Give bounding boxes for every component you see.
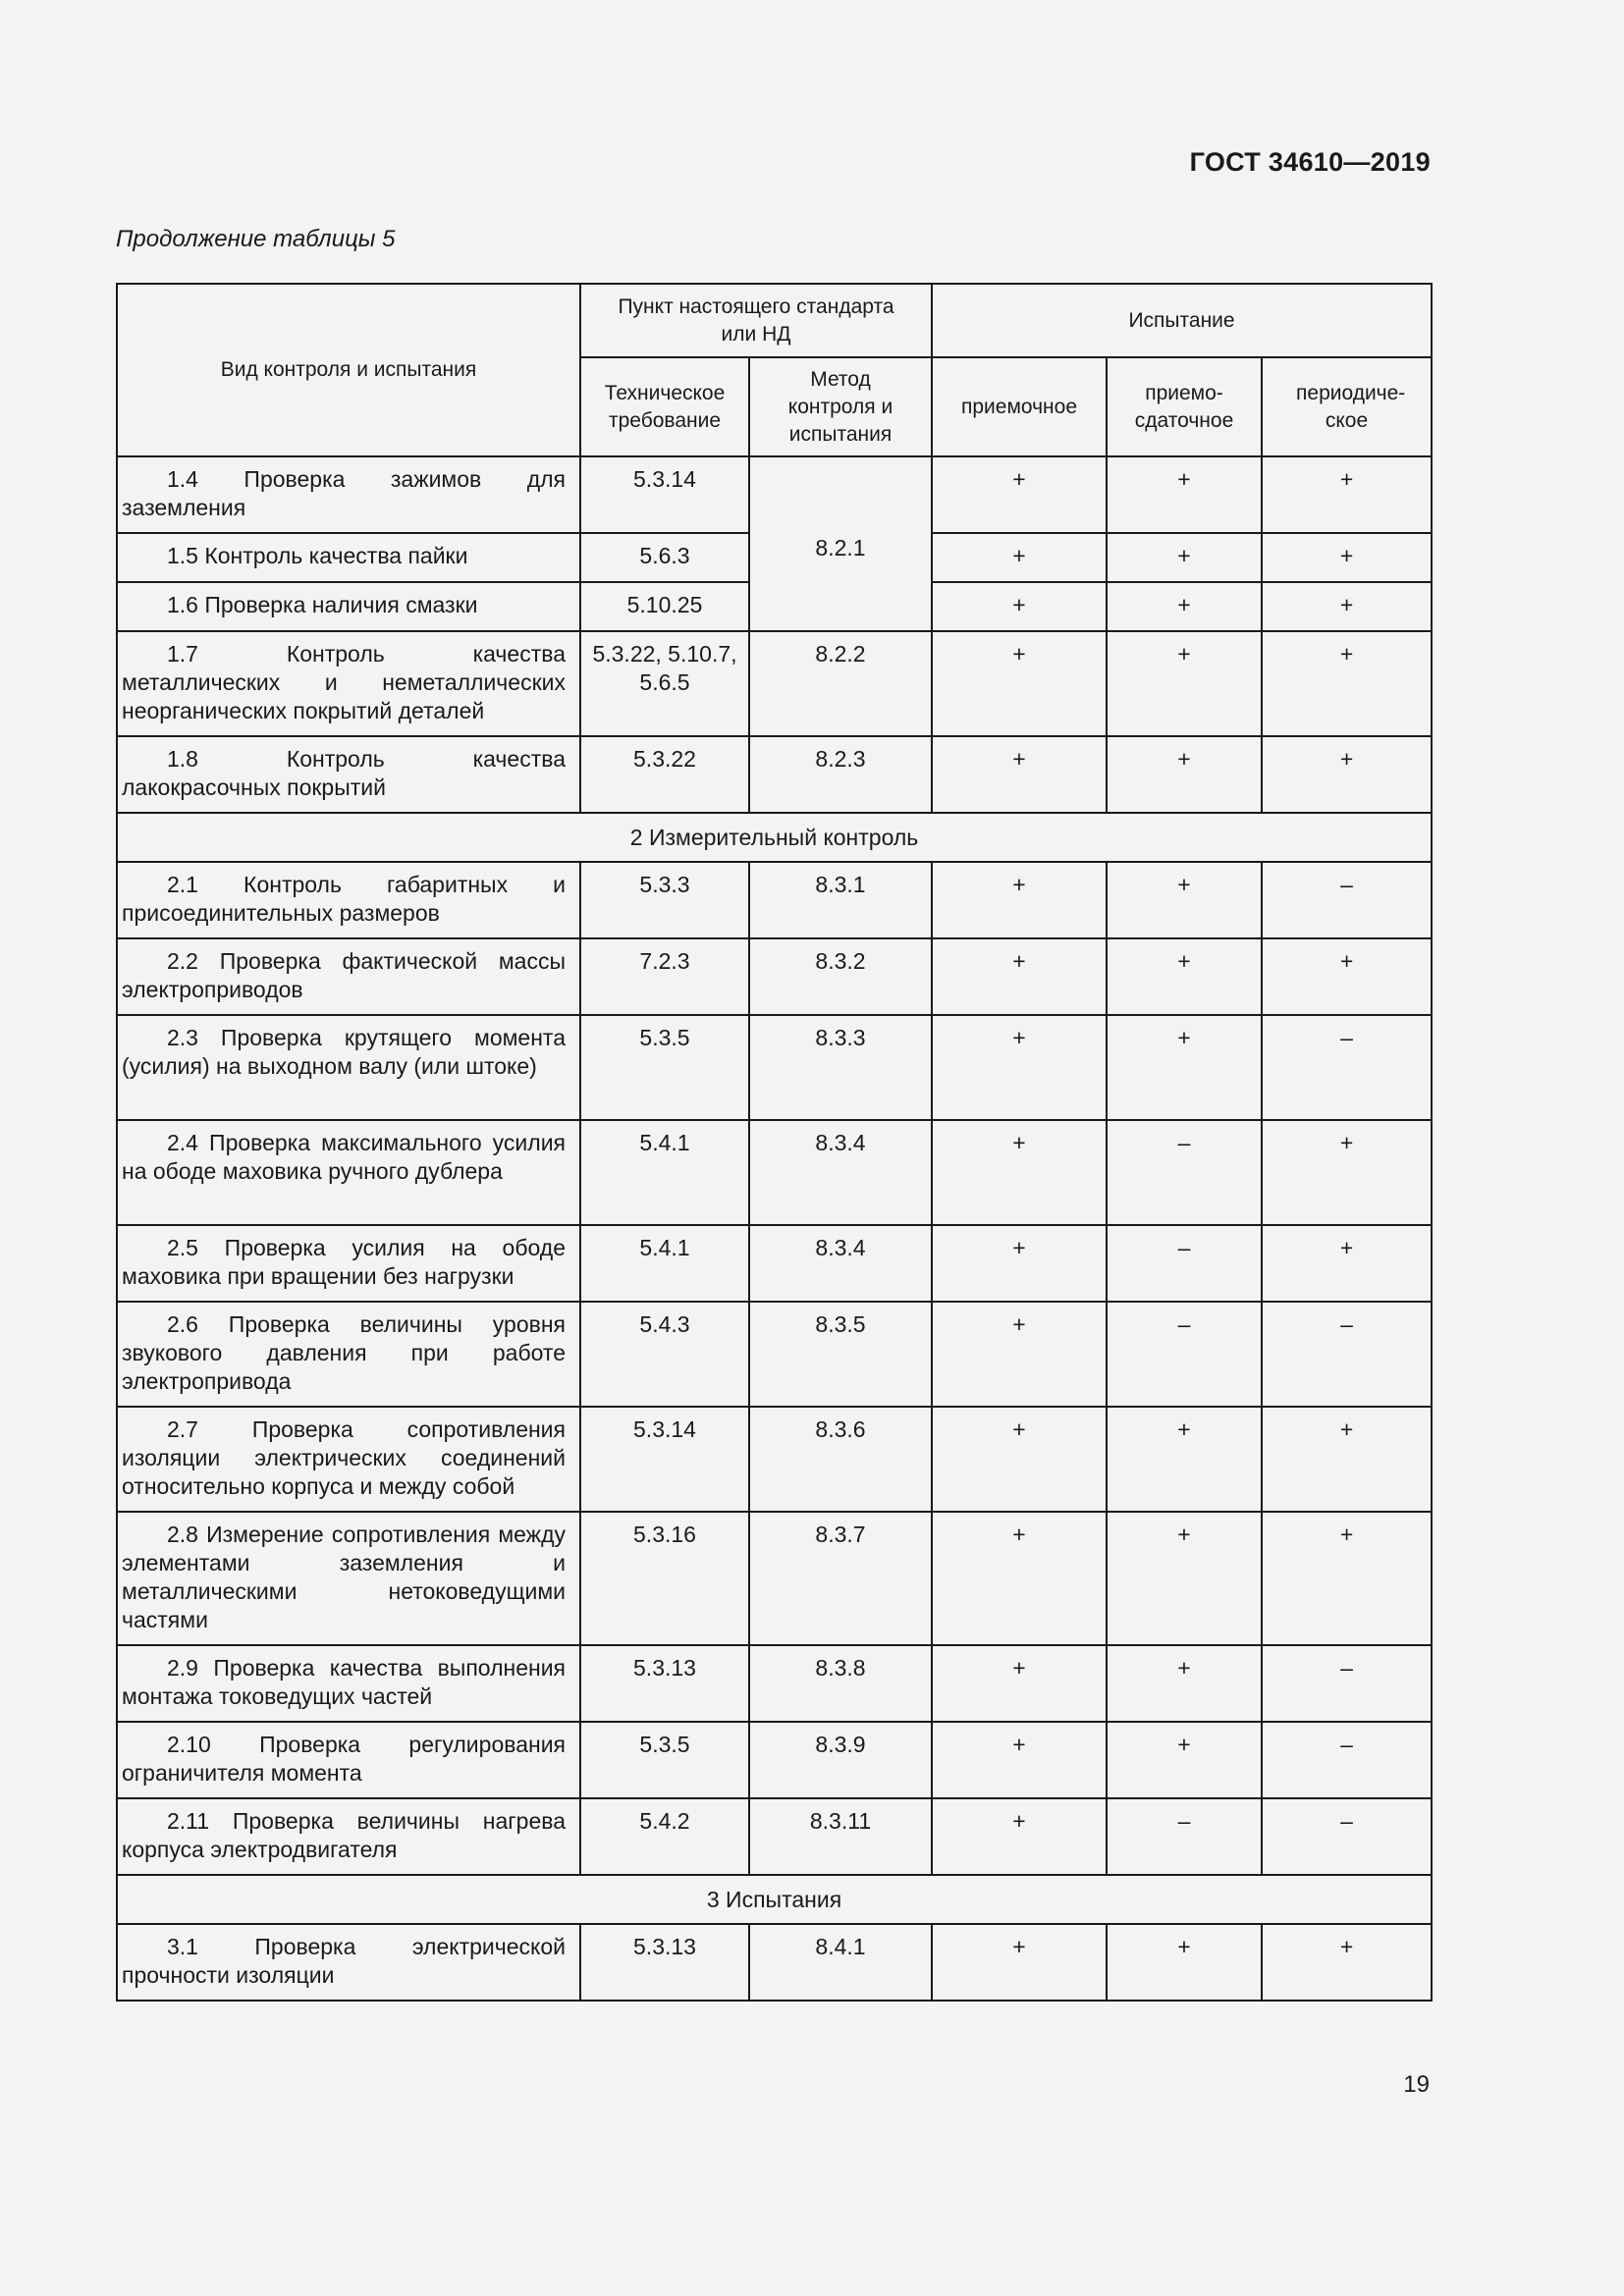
row-delivery: +: [1107, 456, 1262, 533]
row-delivery: +: [1107, 1722, 1262, 1798]
row-delivery: +: [1107, 1645, 1262, 1722]
row-name: 1.5 Контроль качества пайки: [117, 533, 580, 582]
row-acceptance: +: [932, 1512, 1107, 1645]
row-method: 8.2.1: [749, 456, 932, 631]
row-requirement: 5.3.5: [580, 1722, 749, 1798]
row-requirement: 5.3.16: [580, 1512, 749, 1645]
table-row: [117, 1798, 1432, 1875]
row-delivery: +: [1107, 1924, 1262, 2001]
table-row: [117, 1407, 1432, 1512]
row-acceptance: +: [932, 1645, 1107, 1722]
row-name: 2.11 Проверка величины нагрева корпуса электродвигателя: [117, 1798, 580, 1875]
row-method: 8.3.8: [749, 1645, 932, 1722]
row-requirement: 5.3.5: [580, 1015, 749, 1120]
row-method: 8.3.1: [749, 862, 932, 938]
row-name: 1.7 Контроль качества металлических и неметаллических неорганических покрытий деталей: [117, 631, 580, 736]
row-delivery: +: [1107, 631, 1262, 736]
row-delivery: –: [1107, 1302, 1262, 1407]
row-periodic: +: [1262, 1225, 1432, 1302]
row-periodic: +: [1262, 1407, 1432, 1512]
row-requirement: 5.4.2: [580, 1798, 749, 1875]
table-caption: Продолжение таблицы 5: [116, 226, 396, 252]
row-acceptance: +: [932, 1120, 1107, 1225]
row-periodic: +: [1262, 736, 1432, 813]
table-row: [117, 1015, 1432, 1120]
row-name: 2.4 Проверка максимального усилия на ободе маховика ручного дублера: [117, 1120, 580, 1225]
row-requirement: 5.4.1: [580, 1120, 749, 1225]
table-row: [117, 938, 1432, 1015]
row-method: 8.3.9: [749, 1722, 932, 1798]
row-name: 2.2 Проверка фактической массы электроприводов: [117, 938, 580, 1015]
row-delivery: +: [1107, 582, 1262, 631]
row-acceptance: +: [932, 456, 1107, 533]
row-name: 2.7 Проверка сопротивления изоляции электрических соединений относительно корпуса и между собой: [117, 1407, 580, 1512]
row-delivery: +: [1107, 862, 1262, 938]
row-periodic: +: [1262, 1120, 1432, 1225]
row-periodic: –: [1262, 1015, 1432, 1120]
row-name: 2.6 Проверка величины уровня звукового давления при работе электропривода: [117, 1302, 580, 1407]
row-requirement: 5.3.14: [580, 456, 749, 533]
row-periodic: +: [1262, 631, 1432, 736]
row-periodic: +: [1262, 456, 1432, 533]
inspection-table: [116, 283, 1433, 2002]
row-acceptance: +: [932, 862, 1107, 938]
row-method: 8.3.5: [749, 1302, 932, 1407]
row-requirement: 7.2.3: [580, 938, 749, 1015]
row-method: 8.3.7: [749, 1512, 932, 1645]
row-name: 2.3 Проверка крутящего момента (усилия) на выходном валу (или штоке): [117, 1015, 580, 1120]
header-control-type: Вид контроля и испытания: [117, 284, 580, 456]
row-periodic: +: [1262, 533, 1432, 582]
row-acceptance: +: [932, 938, 1107, 1015]
row-acceptance: +: [932, 1924, 1107, 2001]
row-delivery: +: [1107, 533, 1262, 582]
table-row: [117, 862, 1432, 938]
table-row: [117, 1120, 1432, 1225]
row-delivery: +: [1107, 1407, 1262, 1512]
row-method: 8.2.2: [749, 631, 932, 736]
page-number: 19: [1403, 2071, 1430, 2098]
row-method: 8.3.2: [749, 938, 932, 1015]
document-code: ГОСТ 34610—2019: [1189, 147, 1431, 177]
section-heading: 3 Испытания: [117, 1875, 1432, 1924]
row-delivery: +: [1107, 938, 1262, 1015]
header-delivery: приемо-сдаточное: [1107, 357, 1262, 456]
header-standard-point: Пункт настоящего стандарта или НД: [580, 284, 932, 357]
row-periodic: +: [1262, 1924, 1432, 2001]
row-delivery: –: [1107, 1120, 1262, 1225]
row-acceptance: +: [932, 736, 1107, 813]
row-periodic: +: [1262, 1512, 1432, 1645]
row-name: 2.9 Проверка качества выполнения монтажа токоведущих частей: [117, 1645, 580, 1722]
row-periodic: +: [1262, 582, 1432, 631]
row-name: 3.1 Проверка электрической прочности изоляции: [117, 1924, 580, 2001]
row-periodic: –: [1262, 1302, 1432, 1407]
row-acceptance: +: [932, 1302, 1107, 1407]
header-tech-requirement: Техническое требование: [580, 357, 749, 456]
header-method: Метод контроля и испытания: [749, 357, 932, 456]
row-periodic: +: [1262, 938, 1432, 1015]
row-name: 2.10 Проверка регулирования ограничителя момента: [117, 1722, 580, 1798]
header-periodic: периодиче-ское: [1262, 357, 1432, 456]
row-name: 1.8 Контроль качества лакокрасочных покрытий: [117, 736, 580, 813]
row-acceptance: +: [932, 1225, 1107, 1302]
row-name: 2.5 Проверка усилия на ободе маховика при вращении без нагрузки: [117, 1225, 580, 1302]
row-name: 2.1 Контроль габаритных и присоединительных размеров: [117, 862, 580, 938]
table-row: [117, 1225, 1432, 1302]
row-delivery: –: [1107, 1798, 1262, 1875]
row-requirement: 5.6.3: [580, 533, 749, 582]
row-acceptance: +: [932, 582, 1107, 631]
row-periodic: –: [1262, 862, 1432, 938]
header-acceptance: приемочное: [932, 357, 1107, 456]
row-periodic: –: [1262, 1645, 1432, 1722]
table-row: [117, 1924, 1432, 2001]
table-row: [117, 1645, 1432, 1722]
header-test: Испытание: [932, 284, 1432, 357]
row-name: 1.4 Проверка зажимов для заземления: [117, 456, 580, 533]
row-method: 8.3.4: [749, 1120, 932, 1225]
row-periodic: –: [1262, 1798, 1432, 1875]
row-acceptance: +: [932, 1407, 1107, 1512]
row-acceptance: +: [932, 1722, 1107, 1798]
row-name: 2.8 Измерение сопротивления между элементами заземления и металлическими нетоковедущими частями: [117, 1512, 580, 1645]
row-requirement: 5.3.13: [580, 1924, 749, 2001]
row-method: 8.3.6: [749, 1407, 932, 1512]
row-acceptance: +: [932, 1798, 1107, 1875]
row-requirement: 5.10.25: [580, 582, 749, 631]
row-acceptance: +: [932, 1015, 1107, 1120]
row-method: 8.2.3: [749, 736, 932, 813]
row-method: 8.3.11: [749, 1798, 932, 1875]
row-method: 8.3.3: [749, 1015, 932, 1120]
row-requirement: 5.4.1: [580, 1225, 749, 1302]
table-row: [117, 1512, 1432, 1645]
row-requirement: 5.4.3: [580, 1302, 749, 1407]
table-row: [117, 1722, 1432, 1798]
row-requirement: 5.3.22: [580, 736, 749, 813]
row-name: 1.6 Проверка наличия смазки: [117, 582, 580, 631]
row-delivery: +: [1107, 1512, 1262, 1645]
row-acceptance: +: [932, 533, 1107, 582]
table-row: [117, 1302, 1432, 1407]
row-requirement: 5.3.13: [580, 1645, 749, 1722]
row-delivery: –: [1107, 1225, 1262, 1302]
row-requirement: 5.3.14: [580, 1407, 749, 1512]
row-delivery: +: [1107, 1015, 1262, 1120]
row-method: 8.4.1: [749, 1924, 932, 2001]
row-requirement: 5.3.22, 5.10.7, 5.6.5: [580, 631, 749, 736]
row-periodic: –: [1262, 1722, 1432, 1798]
row-method: 8.3.4: [749, 1225, 932, 1302]
row-requirement: 5.3.3: [580, 862, 749, 938]
row-acceptance: +: [932, 631, 1107, 736]
section-heading: 2 Измерительный контроль: [117, 813, 1432, 862]
row-delivery: +: [1107, 736, 1262, 813]
